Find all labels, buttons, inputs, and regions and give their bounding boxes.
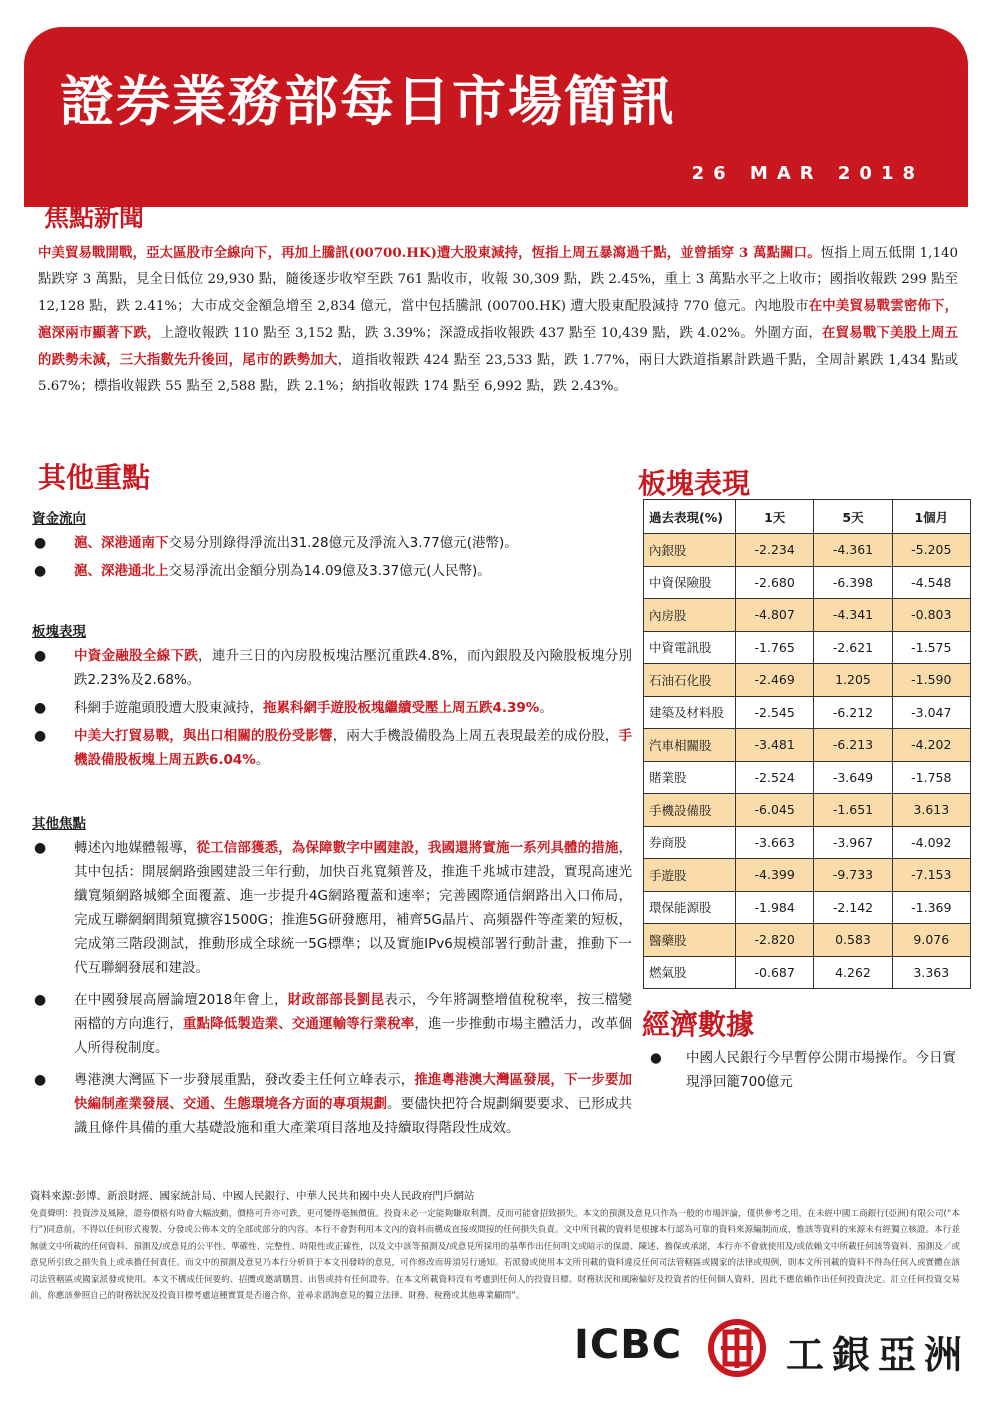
table-row (644, 566, 971, 599)
sector-name-cell: 汽車相關股 (644, 729, 736, 762)
value-cell: 3.363 (892, 956, 970, 989)
value-cell: -0.803 (892, 599, 970, 632)
logo-latin-text: ICBC (574, 1322, 683, 1368)
icbc-logo (574, 1318, 971, 1382)
header-banner (24, 27, 968, 207)
table-row (644, 761, 971, 794)
fund-flow-subtitle: 資金流向 (32, 511, 86, 527)
bullet-icon: ● (650, 1050, 662, 1066)
sector-name-cell: 手機設備股 (644, 794, 736, 827)
focus-highlight-5: 在貿易戰下美股上周五的跌勢未減，三大指數先升後回，尾市的跌勢加大 (38, 325, 959, 368)
value-cell: -2.142 (814, 891, 892, 924)
bullet-icon: ● (34, 700, 47, 716)
value-cell: -6.398 (814, 566, 892, 599)
bullet-icon: ● (34, 728, 47, 744)
other-focus-subtitle: 其他焦點 (32, 816, 86, 832)
focus-text-6: ，道指收報跌 424 點至 23,533 點，跌 1.77%，兩日大跌道指累計跌過千點，全周計累跌 1,434 點或 5.67%；標指收報跌 55 點至 2,588 點，跌 2.1%；納指收報跌 174 點至 6,992 點，跌 2.43%。 (38, 353, 958, 394)
sector-performance-table (643, 499, 971, 989)
column-header: 1個月 (892, 500, 970, 534)
value-cell: -6.045 (736, 794, 814, 827)
value-cell: -2.545 (736, 696, 814, 729)
sector-name-cell: 中資電訊股 (644, 631, 736, 664)
sector-name-cell: 建築及材料股 (644, 696, 736, 729)
sector-name-cell: 內銀股 (644, 534, 736, 567)
focus-highlight-1: 中美貿易戰開戰，亞太區股市全線向下，再加上騰訊(00700.HK)遭大股東減持，恆指上周五暴瀉過千點，並曾插穿 3 萬點關口。 (38, 245, 821, 261)
value-cell: -7.153 (892, 859, 970, 892)
column-header: 5天 (814, 500, 892, 534)
value-cell: -4.399 (736, 859, 814, 892)
value-cell: 0.583 (814, 924, 892, 957)
table-row (644, 826, 971, 859)
sector-name-cell: 石油石化股 (644, 664, 736, 697)
value-cell: -4.341 (814, 599, 892, 632)
list-item: ● 滬、深港通南下交易分別錄得淨流出31.28億元及淨流入3.77億元(港幣)。 (32, 531, 632, 555)
sector-name-cell: 手遊股 (644, 859, 736, 892)
value-cell: -1.575 (892, 631, 970, 664)
table-row (644, 859, 971, 892)
value-cell: 4.262 (814, 956, 892, 989)
table-header-row (644, 500, 971, 534)
bullet-icon: ● (34, 1072, 47, 1088)
data-source: 資料來源:彭博、新浪財經、國家統計局、中國人民銀行、中華人民共和國中央人民政府門戶網站 (30, 1190, 475, 1202)
value-cell: -4.361 (814, 534, 892, 567)
value-cell: -9.733 (814, 859, 892, 892)
logo-chinese-text: 工銀亞洲 (786, 1333, 971, 1377)
value-cell: -2.524 (736, 761, 814, 794)
sector-name-cell: 中資保險股 (644, 566, 736, 599)
sector-name-cell: 內房股 (644, 599, 736, 632)
other-highlights-title: 其他重點 (38, 461, 151, 494)
value-cell: -3.481 (736, 729, 814, 762)
value-cell: -4.548 (892, 566, 970, 599)
focus-text-4: 上證收報跌 110 點至 3,152 點，跌 3.39%；深證成指收報跌 437 點至 10,439 點，跌 4.02%。外圍方面， (160, 326, 823, 341)
economic-data-list (648, 1046, 968, 1094)
report-date: 26 MAR 2018 (691, 163, 924, 184)
focus-news-title: 焦點新聞 (44, 203, 145, 232)
value-cell: 1.205 (814, 664, 892, 697)
focus-news-paragraph (38, 240, 958, 400)
bullet-icon: ● (34, 992, 47, 1008)
list-item: ● 粵港澳大灣區下一步發展重點，發改委主任何立峰表示，推進粵港澳大灣區發展，下一步要加快編制產業發展、交通、生態環境各方面的專項規劃。要儘快把符合規劃綱要要求、已形成共識且條件具備的重大基礎設施和重大產業項目落地及持續取得階段性成效。 (32, 1068, 632, 1140)
sector-list (32, 644, 632, 772)
page-title: 證券業務部每日市場簡訊 (60, 70, 676, 133)
sector-name-cell: 燃氣股 (644, 956, 736, 989)
table-body (644, 534, 971, 989)
table-row (644, 956, 971, 989)
table-row (644, 534, 971, 567)
value-cell: -3.649 (814, 761, 892, 794)
focus-text-2: 恆指上周五低開 1,140 點跌穿 3 萬點，見全日低位 29,930 點，隨後逐步收窄至跌 761 點收市，收報 30,309 點，跌 2.45%，重上 3 萬點水平之上收市；國指收報跌 299 點至 12,128 點，跌 2.41%；大市成交金額急增至 2,834 億元，當中包括騰訊 (00700.HK) 遭大股東配股減持 770 億元。內地股市 (38, 246, 958, 314)
value-cell: 3.613 (892, 794, 970, 827)
value-cell: 9.076 (892, 924, 970, 957)
sector-name-cell: 環保能源股 (644, 891, 736, 924)
list-item: ● 中國人民銀行今早暫停公開市場操作。今日實現淨回籠700億元 (648, 1046, 968, 1094)
sector-subtitle: 板塊表現 (32, 624, 86, 640)
sector-name-cell: 醫藥股 (644, 924, 736, 957)
value-cell: -2.680 (736, 566, 814, 599)
value-cell: -5.205 (892, 534, 970, 567)
focus-highlight-3: 在中美貿易戰雲密佈下，滬深兩市顯著下跌， (38, 298, 959, 341)
value-cell: -2.469 (736, 664, 814, 697)
value-cell: -1.590 (892, 664, 970, 697)
value-cell: -2.234 (736, 534, 814, 567)
value-cell: -4.092 (892, 826, 970, 859)
table-row (644, 599, 971, 632)
icbc-seal-icon (707, 1318, 767, 1378)
value-cell: -2.820 (736, 924, 814, 957)
value-cell: -1.758 (892, 761, 970, 794)
table-row (644, 924, 971, 957)
sector-name-cell: 賭業股 (644, 761, 736, 794)
value-cell: -4.202 (892, 729, 970, 762)
value-cell: -1.765 (736, 631, 814, 664)
value-cell: -2.621 (814, 631, 892, 664)
list-item: ● 滬、深港通北上交易淨流出金額分別為14.09億及3.37億元(人民幣)。 (32, 559, 632, 583)
column-header: 1天 (736, 500, 814, 534)
bullet-icon: ● (34, 648, 47, 664)
value-cell: -1.369 (892, 891, 970, 924)
bullet-icon: ● (34, 535, 47, 551)
economic-data-title: 經濟數據 (642, 1008, 755, 1041)
list-item: ● 在中國發展高層論壇2018年會上，財政部部長劉昆表示，今年將調整增值稅稅率，按三檔變兩檔的方向進行，重點降低製造業、交通運輸等行業稅率，進一步推動市場主體活力，改革個人所得稅制度。 (32, 988, 632, 1060)
value-cell: -4.807 (736, 599, 814, 632)
list-item: ● 中資金融股全線下跌，連升三日的內房股板塊沽壓沉重跌4.8%，而內銀股及內險股板塊分別跌2.23%及2.68%。 (32, 644, 632, 692)
value-cell: -0.687 (736, 956, 814, 989)
table-row (644, 891, 971, 924)
table-row (644, 664, 971, 697)
bullet-icon: ● (34, 840, 47, 856)
value-cell: -6.213 (814, 729, 892, 762)
value-cell: -3.047 (892, 696, 970, 729)
list-item: ● 中美大打貿易戰，與出口相關的股份受影響，兩大手機設備股為上周五表現最差的成份股，手機設備股板塊上周五跌6.04%。 (32, 724, 632, 772)
bullet-icon: ● (34, 563, 47, 579)
table-row (644, 729, 971, 762)
other-focus-list (32, 836, 632, 1140)
table-row (644, 631, 971, 664)
value-cell: -1.651 (814, 794, 892, 827)
table-row (644, 696, 971, 729)
value-cell: -3.967 (814, 826, 892, 859)
value-cell: -1.984 (736, 891, 814, 924)
fund-flow-list (32, 531, 632, 583)
table-row (644, 794, 971, 827)
value-cell: -3.663 (736, 826, 814, 859)
sector-name-cell: 券商股 (644, 826, 736, 859)
sector-table-title: 板塊表現 (638, 467, 751, 500)
value-cell: -6.212 (814, 696, 892, 729)
disclaimer: 免責聲明：投資涉及風險，證券價格有時會大幅波動，價格可升亦可跌，更可變得毫無價值。投資未必一定能夠賺取利潤，反而可能會招致損失。本文的預測及意見只作為一般的市場評論，僅供參考之用，在未經中國工商銀行(亞洲)有限公司(“本行”)同意前，不得以任何形式複製、分發或公佈本文的全部或部分的內容。本行不會對利用本文內的資料而構成直接或間接的任何損失負責。文中所刊載的資料是根據本行認為可靠的資料來源編制而成，惟該等資料的來源未有經獨立核證。本行並無就文中所載的任何資料、預測及/或意見的公平性、準確性、完整性、時限性或正確性，以及文中該等預測及/或意見所採用的基準作出任何明文或暗示的保證、陳述、擔保或承諾，本行亦不會就使用及/或依賴文中所載任何該等資料、預測及／或意見所引致之損失負上或承擔任何責任。而文中的預測及意見乃本行分析員于本文刊發時的意見，可作修改而毋須另行通知。若派發或使用本文所刊載的資料違反任何司法管轄區或國家的法律或規例，則本文所刊載的資料不得為任何人或實體在該司法管轄區或國家派發或使用。本文不構成任何要約、招攬或邀請購買、出售或持有任何證券。在本文所載資料沒有考慮到任何人的投資目標、財務狀況和風險偏好及投資者的任何個人資料，因此不應依賴作出任何投資決定。訂立任何投資交易前，你應該參照自己的財務狀況及投資目標考慮這種實質是否適合你，並尋求諮詢意見的獨立法律、財務、稅務或其他專業顧問”。 (30, 1209, 960, 1302)
list-item: ● 科網手遊龍頭股遭大股東減持，拖累科網手遊股板塊繼續受壓上周五跌4.39%。 (32, 696, 632, 720)
column-header: 過去表現(%) (644, 500, 736, 534)
list-item: ● 轉述內地媒體報導，從工信部獲悉，為保障數字中國建設，我國還將實施一系列具體的措施，其中包括：開展網路強國建設三年行動，加快百兆寬頻普及，推進千兆城市建設，實現高速光纖寬頻網路城鄉全面覆蓋、進一步提升4G網路覆蓋和速率；完善國際通信網路出入口佈局，完成互聯網網間頻寬擴容1500G；推進5G研發應用，補齊5G晶片、高頻器件等產業的短板，完成第三階段測試，推動形成全球統一5G標準；以及實施IPv6規模部署行動計畫，推動下一代互聯網發展和建設。 (32, 836, 632, 980)
